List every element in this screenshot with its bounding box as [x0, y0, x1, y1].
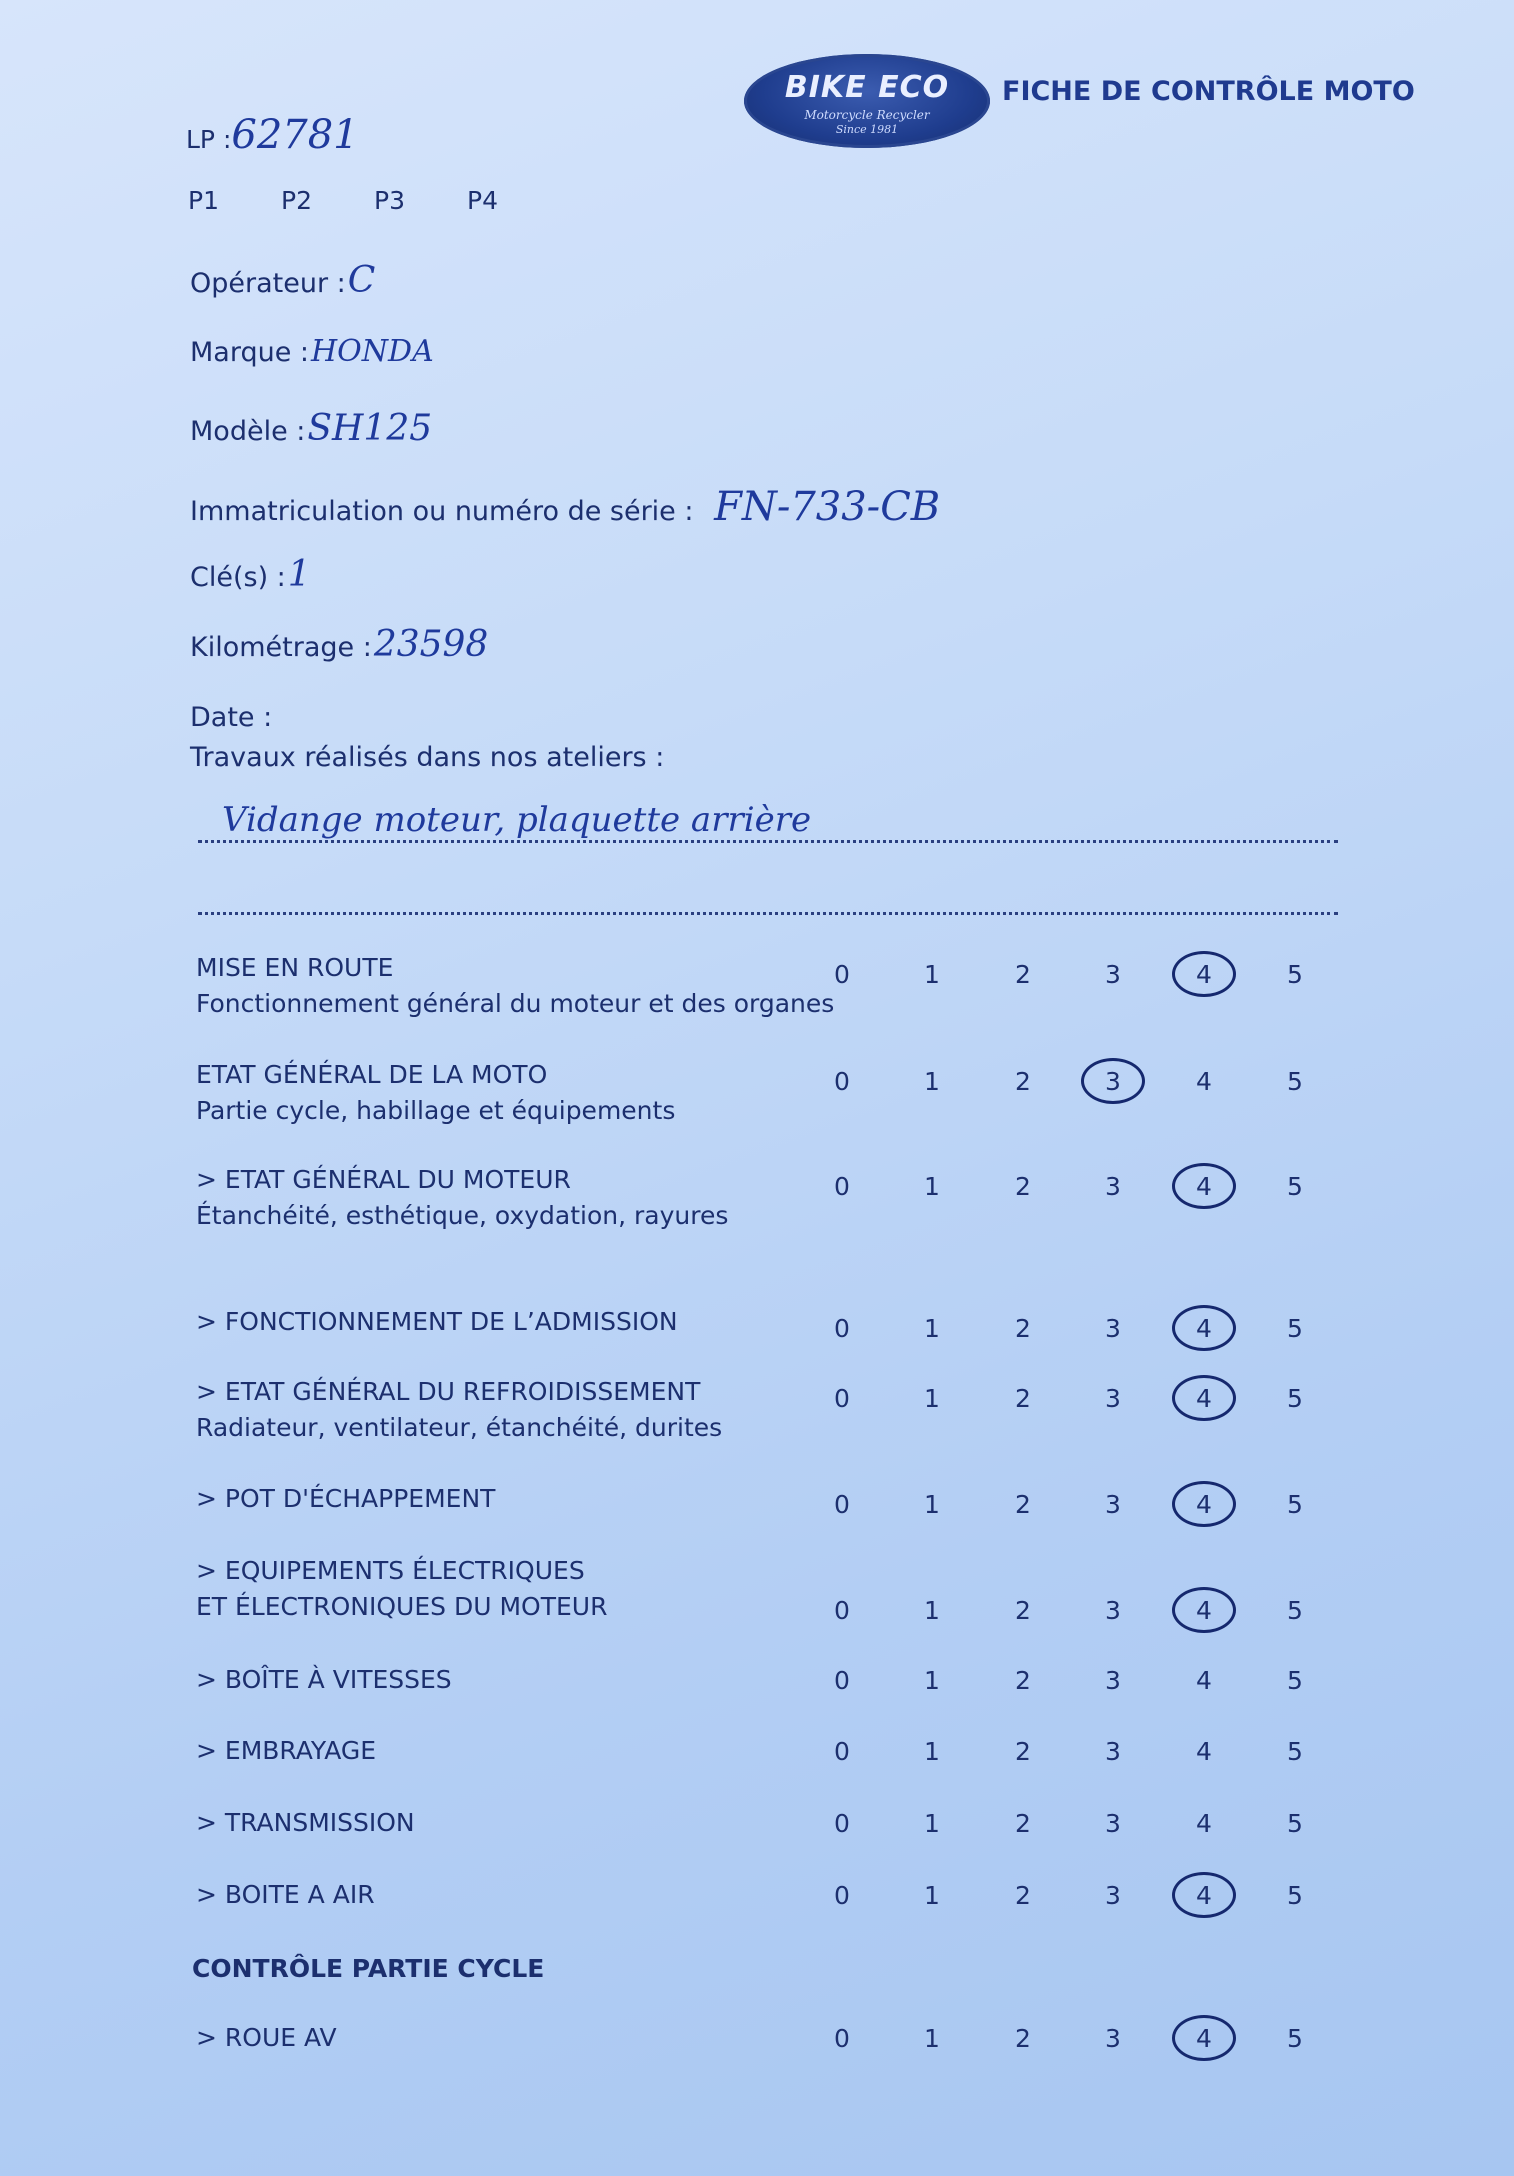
selected-score-circle — [1172, 1872, 1236, 1918]
score-1: 1 — [924, 1809, 940, 1838]
works-line-1 — [198, 840, 1338, 843]
rating-subtitle: Radiateur, ventilateur, étanchéité, durites — [196, 1413, 723, 1442]
score-2: 2 — [1015, 960, 1031, 989]
logo-since: Since 1981 — [835, 123, 899, 136]
rating-label-mise-en-route — [196, 950, 834, 1022]
rating-title: > ETAT GÉNÉRAL DU REFROIDISSEMENT — [196, 1377, 701, 1406]
rating-title: > ROUE AV — [196, 2023, 337, 2052]
score-5: 5 — [1287, 1666, 1303, 1695]
rating-subtitle: Partie cycle, habillage et équipements — [196, 1096, 676, 1125]
selected-score-circle — [1172, 1375, 1236, 1421]
rating-title: ETAT GÉNÉRAL DE LA MOTO — [196, 1060, 548, 1089]
rating-label-etat-moto — [196, 1057, 675, 1129]
score-2: 2 — [1015, 1596, 1031, 1625]
score-1: 1 — [924, 1172, 940, 1201]
score-1: 1 — [924, 1881, 940, 1910]
score-2: 2 — [1015, 1809, 1031, 1838]
rating-subtitle: ET ÉLECTRONIQUES DU MOTEUR — [196, 1592, 608, 1621]
bike-eco-logo — [744, 54, 990, 148]
brand-value: HONDA — [311, 334, 434, 369]
score-5: 5 — [1287, 1314, 1303, 1343]
score-2: 2 — [1015, 1666, 1031, 1695]
score-2: 2 — [1015, 1490, 1031, 1519]
score-1: 1 — [924, 1596, 940, 1625]
score-4: 4 — [1196, 1881, 1212, 1910]
score-4: 4 — [1196, 1809, 1212, 1838]
rating-title: > POT D'ÉCHAPPEMENT — [196, 1484, 496, 1513]
selected-score-circle — [1172, 1163, 1236, 1209]
position-p1: P1 — [188, 186, 219, 215]
score-0: 0 — [834, 1809, 850, 1838]
score-2: 2 — [1015, 1314, 1031, 1343]
score-3: 3 — [1105, 1596, 1121, 1625]
score-0: 0 — [834, 1384, 850, 1413]
score-0: 0 — [834, 1666, 850, 1695]
rating-label-echappement — [196, 1481, 495, 1517]
score-1: 1 — [924, 2024, 940, 2053]
model-field — [190, 408, 432, 449]
score-2: 2 — [1015, 1737, 1031, 1766]
score-5: 5 — [1287, 1809, 1303, 1838]
lp-value: 62781 — [231, 112, 359, 158]
rating-subtitle: Fonctionnement général du moteur et des organes — [196, 989, 835, 1018]
date-label: Date : — [190, 702, 273, 733]
section-controle-partie-cycle: CONTRÔLE PARTIE CYCLE — [192, 1954, 545, 1983]
position-p3: P3 — [374, 186, 405, 215]
score-3: 3 — [1105, 1384, 1121, 1413]
logo-main-text: BIKE ECO — [784, 70, 950, 105]
model-value: SH125 — [307, 408, 433, 449]
score-0: 0 — [834, 1314, 850, 1343]
selected-score-circle — [1081, 1058, 1145, 1104]
works-label: Travaux réalisés dans nos ateliers : — [190, 742, 665, 773]
lp-label: LP : — [186, 125, 232, 154]
score-2: 2 — [1015, 1881, 1031, 1910]
score-1: 1 — [924, 1737, 940, 1766]
model-label: Modèle : — [190, 416, 306, 447]
score-5: 5 — [1287, 1490, 1303, 1519]
score-5: 5 — [1287, 1737, 1303, 1766]
score-0: 0 — [834, 1490, 850, 1519]
score-0: 0 — [834, 1596, 850, 1625]
score-4: 4 — [1196, 1596, 1212, 1625]
score-1: 1 — [924, 1490, 940, 1519]
score-5: 5 — [1287, 1067, 1303, 1096]
score-4: 4 — [1196, 2024, 1212, 2053]
lp-field — [186, 112, 359, 158]
score-1: 1 — [924, 960, 940, 989]
score-2: 2 — [1015, 2024, 1031, 2053]
selected-score-circle — [1172, 1481, 1236, 1527]
operator-field — [190, 260, 375, 301]
keys-field — [190, 554, 311, 595]
score-0: 0 — [834, 1067, 850, 1096]
mileage-label: Kilométrage : — [190, 632, 372, 663]
registration-label: Immatriculation ou numéro de série : — [190, 496, 694, 527]
rating-label-embrayage — [196, 1733, 376, 1769]
score-5: 5 — [1287, 1881, 1303, 1910]
score-2: 2 — [1015, 1172, 1031, 1201]
score-3: 3 — [1105, 1881, 1121, 1910]
score-5: 5 — [1287, 1172, 1303, 1201]
score-0: 0 — [834, 1172, 850, 1201]
rating-title: > TRANSMISSION — [196, 1808, 415, 1837]
score-4: 4 — [1196, 1384, 1212, 1413]
selected-score-circle — [1172, 951, 1236, 997]
rating-label-boite-air — [196, 1877, 375, 1913]
operator-label: Opérateur : — [190, 268, 346, 299]
position-p4: P4 — [467, 186, 498, 215]
works-field — [190, 742, 664, 773]
operator-value: C — [347, 260, 376, 301]
score-3: 3 — [1105, 1737, 1121, 1766]
score-1: 1 — [924, 1384, 940, 1413]
score-1: 1 — [924, 1666, 940, 1695]
score-5: 5 — [1287, 960, 1303, 989]
rating-title: > ETAT GÉNÉRAL DU MOTEUR — [196, 1165, 571, 1194]
score-5: 5 — [1287, 2024, 1303, 2053]
works-line-2 — [198, 912, 1338, 915]
score-3: 3 — [1105, 960, 1121, 989]
logo-tagline: Motorcycle Recycler — [804, 108, 930, 122]
selected-score-circle — [1172, 1587, 1236, 1633]
rating-label-electrique — [196, 1553, 607, 1625]
rating-title: MISE EN ROUTE — [196, 953, 394, 982]
keys-label: Clé(s) : — [190, 562, 286, 593]
score-3: 3 — [1105, 1666, 1121, 1695]
score-2: 2 — [1015, 1067, 1031, 1096]
score-4: 4 — [1196, 1737, 1212, 1766]
score-4: 4 — [1196, 1666, 1212, 1695]
score-4: 4 — [1196, 1314, 1212, 1343]
document-title: FICHE DE CONTRÔLE MOTO — [1002, 76, 1415, 107]
score-4: 4 — [1196, 1067, 1212, 1096]
score-3: 3 — [1105, 1314, 1121, 1343]
score-0: 0 — [834, 1881, 850, 1910]
score-2: 2 — [1015, 1384, 1031, 1413]
position-p2: P2 — [281, 186, 312, 215]
rating-title: > FONCTIONNEMENT DE L’ADMISSION — [196, 1307, 678, 1336]
rating-label-refroidissement — [196, 1374, 722, 1446]
score-3: 3 — [1105, 1172, 1121, 1201]
rating-label-roue-av — [196, 2020, 337, 2056]
score-1: 1 — [924, 1314, 940, 1343]
score-5: 5 — [1287, 1384, 1303, 1413]
score-4: 4 — [1196, 960, 1212, 989]
rating-label-etat-moteur — [196, 1162, 728, 1234]
rating-label-admission — [196, 1304, 678, 1340]
rating-title: > EMBRAYAGE — [196, 1736, 377, 1765]
rating-label-boite-vitesses — [196, 1662, 452, 1698]
rating-title: > BOÎTE À VITESSES — [196, 1665, 452, 1694]
registration-field — [190, 484, 940, 530]
score-3: 3 — [1105, 1067, 1121, 1096]
selected-score-circle — [1172, 1305, 1236, 1351]
score-4: 4 — [1196, 1490, 1212, 1519]
brand-field — [190, 334, 434, 369]
brand-label: Marque : — [190, 337, 310, 368]
score-1: 1 — [924, 1067, 940, 1096]
rating-subtitle: Étanchéité, esthétique, oxydation, rayures — [196, 1201, 729, 1230]
score-3: 3 — [1105, 1490, 1121, 1519]
rating-title: > BOITE A AIR — [196, 1880, 375, 1909]
keys-value: 1 — [287, 554, 311, 595]
score-0: 0 — [834, 1737, 850, 1766]
mileage-field — [190, 624, 488, 665]
date-field — [190, 702, 272, 733]
score-3: 3 — [1105, 2024, 1121, 2053]
mileage-value: 23598 — [373, 624, 489, 665]
score-0: 0 — [834, 960, 850, 989]
score-0: 0 — [834, 2024, 850, 2053]
score-4: 4 — [1196, 1172, 1212, 1201]
score-3: 3 — [1105, 1809, 1121, 1838]
selected-score-circle — [1172, 2015, 1236, 2061]
rating-label-transmission — [196, 1805, 415, 1841]
rating-title: > EQUIPEMENTS ÉLECTRIQUES — [196, 1556, 585, 1585]
registration-value: FN-733-CB — [714, 484, 941, 530]
score-5: 5 — [1287, 1596, 1303, 1625]
works-value: Vidange moteur, plaquette arrière — [222, 800, 812, 840]
